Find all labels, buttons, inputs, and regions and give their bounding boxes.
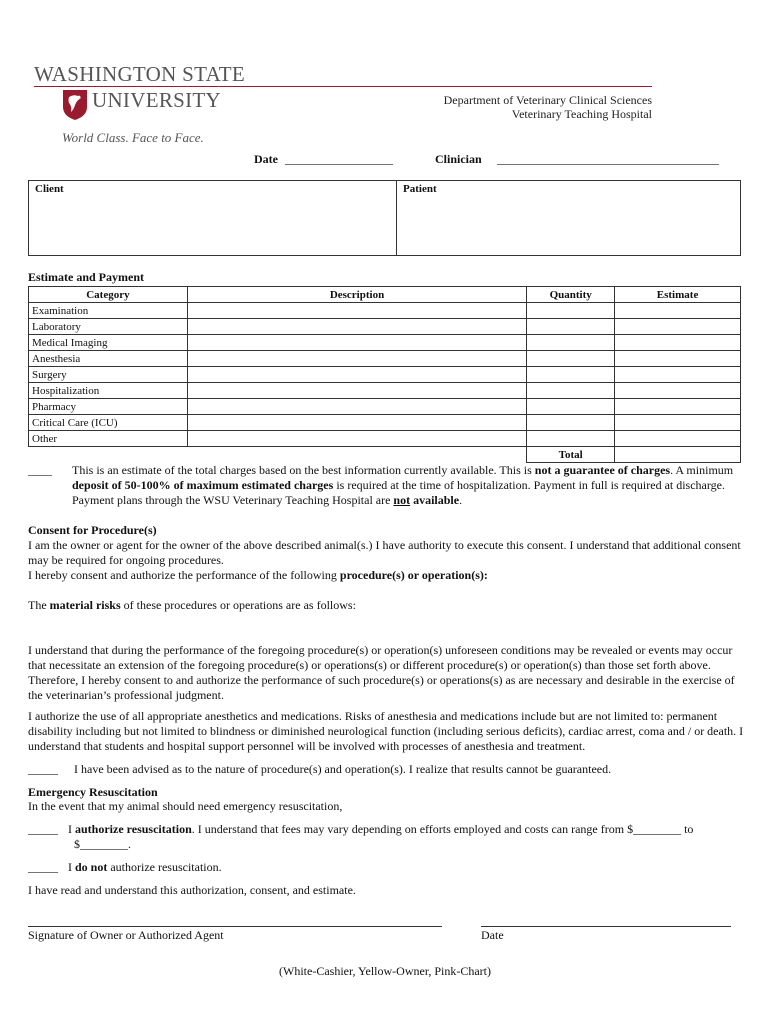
estimate-cell[interactable] [615, 415, 741, 431]
description-cell[interactable] [187, 319, 526, 335]
wsu-tagline: World Class. Face to Face. [62, 130, 204, 145]
decline-resuscitation-blank[interactable]: _____ [28, 860, 58, 874]
copy-distribution-note: (White-Cashier, Yellow-Owner, Pink-Chart) [279, 964, 491, 978]
signature-label: Signature of Owner or Authorized Agent [28, 928, 224, 942]
advised-statement: I have been advised as to the nature of procedure(s) and operation(s). I realize that results cannot be guaranteed. [74, 762, 612, 776]
description-cell[interactable] [187, 415, 526, 431]
estimate-cell[interactable] [615, 351, 741, 367]
authorize-resuscitation-blank[interactable]: _____ [28, 822, 58, 836]
client-label: Client [35, 183, 64, 195]
estimate-cell[interactable] [615, 399, 741, 415]
quantity-cell[interactable] [527, 351, 615, 367]
estimate-header-row [29, 287, 741, 303]
quantity-cell[interactable] [527, 367, 615, 383]
total-estimate-cell[interactable] [615, 447, 741, 463]
date-label: Date [254, 152, 278, 166]
table-row [29, 303, 741, 319]
consent-owner-statement: I am the owner or agent for the owner of the above described animal(s.) I have authority to execute this consent. I understand that additional consent may be required for ongoing procedures. [28, 538, 741, 567]
signature-date-line[interactable] [481, 925, 731, 927]
unforeseen-conditions-paragraph: I understand that during the performance of the foregoing procedure(s) or operation(s) unforeseen conditions may be revealed or events may occur that necessitate an extension of the foregoing procedure(s) or operations(s) or different procedure(s) or operation(s) than those set forth above. Therefore, I hereby consent to and authorize the performance of such procedure(s) or operations(s) as are necessary and desirable in the exercise of the veterinarian’s professional judgment. [28, 643, 735, 702]
table-row [29, 335, 741, 351]
advised-ack-blank[interactable]: _____ [28, 762, 58, 776]
category-cell: Examination [29, 303, 188, 319]
quantity-header: Quantity [527, 287, 615, 303]
category-cell: Hospitalization [29, 383, 188, 399]
date-field[interactable]: __________________ [285, 152, 393, 166]
decline-resuscitation-text: I do not authorize resuscitation. [68, 860, 222, 874]
resuscitation-intro: In the event that my animal should need emergency resuscitation, [28, 799, 343, 813]
patient-field[interactable] [397, 181, 740, 255]
description-cell[interactable] [187, 399, 526, 415]
table-row [29, 367, 741, 383]
total-label: Total [527, 447, 615, 463]
description-cell[interactable] [187, 431, 526, 447]
description-cell[interactable] [187, 367, 526, 383]
client-field[interactable] [29, 181, 397, 255]
estimate-table [28, 286, 741, 463]
category-cell: Medical Imaging [29, 335, 188, 351]
consent-procedure-statement: I hereby consent and authorize the performance of the following procedure(s) or operation(s): [28, 568, 488, 582]
resuscitation-title: Emergency Resuscitation [28, 785, 158, 799]
client-patient-box [28, 180, 741, 256]
estimate-cell[interactable] [615, 335, 741, 351]
quantity-cell[interactable] [527, 431, 615, 447]
category-cell: Anesthesia [29, 351, 188, 367]
department-name: Department of Veterinary Clinical Sciences [443, 93, 652, 107]
table-row [29, 415, 741, 431]
quantity-cell[interactable] [527, 335, 615, 351]
wsu-wordmark-line1: WASHINGTON STATE [34, 62, 245, 86]
quantity-cell[interactable] [527, 399, 615, 415]
table-row [29, 383, 741, 399]
acknowledgement-statement: I have read and understand this authorization, consent, and estimate. [28, 883, 356, 897]
clinician-field[interactable]: _____________________________________ [497, 152, 719, 166]
hospital-name: Veterinary Teaching Hospital [511, 107, 652, 121]
description-cell[interactable] [187, 351, 526, 367]
estimate-notice-text: This is an estimate of the total charges based on the best information currently available. This is not a guarantee of charges. A minimum deposit of 50-100% of maximum estimated charges is required at the time of hospitalization. Payment in full is required at discharge. Payment plans through the WSU Veterinary Teaching Hospital are not available. [72, 463, 734, 507]
category-header: Category [29, 287, 188, 303]
consent-title: Consent for Procedure(s) [28, 523, 157, 537]
estimate-cell[interactable] [615, 367, 741, 383]
wsu-wordmark-line2: UNIVERSITY [92, 88, 221, 112]
estimate-cell[interactable] [615, 383, 741, 399]
description-cell[interactable] [187, 303, 526, 319]
category-cell: Critical Care (ICU) [29, 415, 188, 431]
table-row [29, 431, 741, 447]
material-risks-statement: The material risks of these procedures or operations are as follows: [28, 598, 356, 612]
signature-line[interactable] [28, 925, 442, 927]
estimate-cell[interactable] [615, 431, 741, 447]
description-cell[interactable] [187, 335, 526, 351]
logo-rule [34, 86, 652, 87]
quantity-cell[interactable] [527, 415, 615, 431]
category-cell: Laboratory [29, 319, 188, 335]
table-row [29, 399, 741, 415]
anesthesia-paragraph: I authorize the use of all appropriate anesthetics and medications. Risks of anesthesia and medications include but are not limited to: permanent disability including but not limited to blindness or diminished neurological function (including serious deficits), cardiac arrest, coma and / or death. I understand that students and hospital support personnel will be involved with processes of anesthesia and treatment. [28, 709, 744, 753]
estimate-cell[interactable] [615, 303, 741, 319]
quantity-cell[interactable] [527, 319, 615, 335]
signature-date-label: Date [481, 928, 504, 942]
estimate-ack-blank[interactable]: ____ [28, 463, 52, 477]
category-cell: Surgery [29, 367, 188, 383]
description-cell[interactable] [187, 383, 526, 399]
quantity-cell[interactable] [527, 303, 615, 319]
clinician-label: Clinician [435, 152, 482, 166]
table-row [29, 351, 741, 367]
category-cell: Pharmacy [29, 399, 188, 415]
table-row [29, 319, 741, 335]
estimate-cell[interactable] [615, 319, 741, 335]
resuscitation-cost-max[interactable]: $________. [74, 837, 131, 851]
estimate-header: Estimate [615, 287, 741, 303]
estimate-section-title: Estimate and Payment [28, 270, 144, 284]
wsu-shield-icon [62, 89, 88, 121]
quantity-cell[interactable] [527, 383, 615, 399]
patient-label: Patient [403, 183, 437, 195]
total-row [29, 447, 741, 463]
description-header: Description [187, 287, 526, 303]
category-cell: Other [29, 431, 188, 447]
authorize-resuscitation-text: I authorize resuscitation. I understand that fees may vary depending on efforts employed and costs can range from $________ to [68, 822, 694, 836]
